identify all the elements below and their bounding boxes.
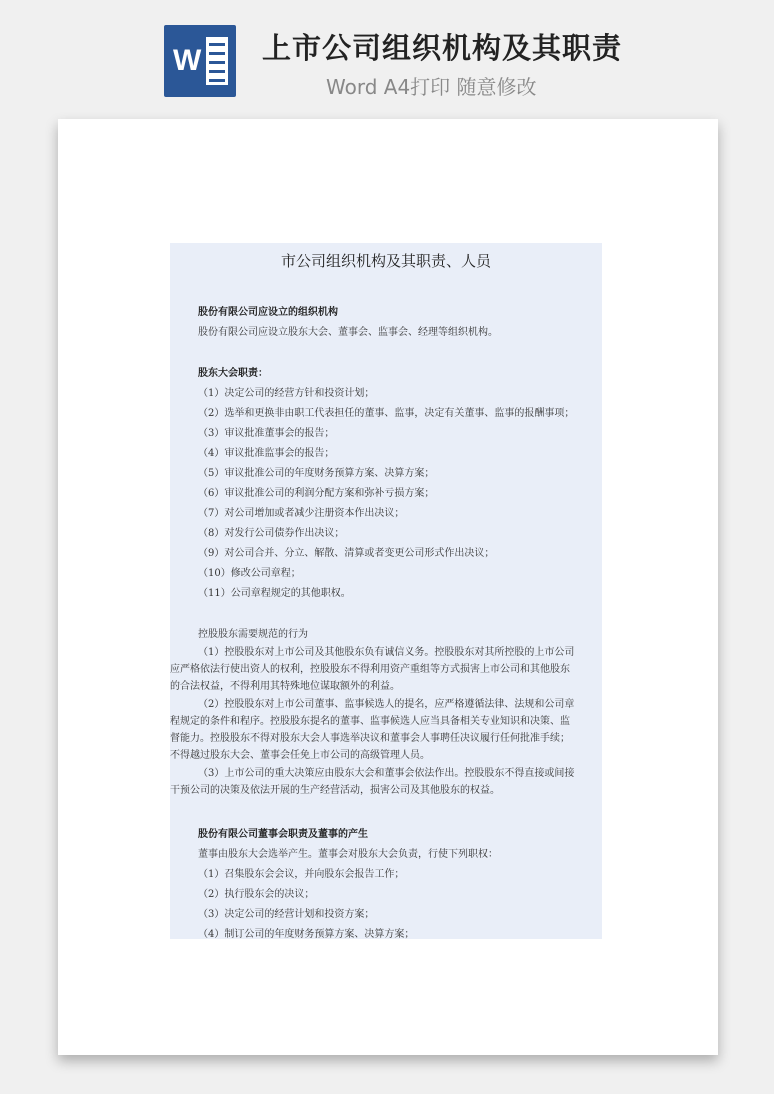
section-heading: 控股股东需要规范的行为 — [198, 629, 308, 640]
paragraph-line: （3）上市公司的重大决策应由股东大会和董事会依法作出。控股股东不得直接或间接 — [198, 768, 575, 779]
section-heading: 股份有限公司董事会职责及董事的产生 — [198, 829, 368, 840]
list-item: （2）执行股东会的决议； — [198, 889, 315, 900]
section-heading: 股东大会职责： — [198, 368, 268, 379]
paragraph-line: 督能力。控股股东不得对股东大会人事选举决议和董事会人事聘任决议履行任何批准手续； — [170, 733, 570, 744]
paragraph-line: 不得越过股东大会、董事会任免上市公司的高级管理人员。 — [170, 750, 430, 761]
list-item: （4）制订公司的年度财务预算方案、决算方案； — [198, 929, 415, 939]
page-title: 上市公司组织机构及其职责 — [262, 31, 623, 65]
word-icon — [164, 25, 236, 97]
page-lines-icon — [206, 37, 228, 85]
list-item: （2）选举和更换非由职工代表担任的董事、监事，决定有关董事、监事的报酬事项； — [198, 408, 575, 419]
list-item: （1）决定公司的经营方针和投资计划； — [198, 388, 375, 399]
list-item: （3）审议批准董事会的报告； — [198, 428, 335, 439]
list-item: （4）审议批准监事会的报告； — [198, 448, 335, 459]
paragraph-line: （2）控股股东对上市公司董事、监事候选人的提名，应严格遵循法律、法规和公司章 — [198, 699, 575, 710]
list-item: （8）对发行公司债券作出决议； — [198, 528, 345, 539]
header — [0, 0, 774, 110]
word-logo-letter: W — [173, 44, 202, 77]
list-item: （11）公司章程规定的其他职权。 — [198, 588, 351, 599]
document-image — [170, 243, 602, 939]
paragraph — [170, 765, 602, 799]
list-item: （1）召集股东会会议，并向股东会报告工作； — [198, 869, 405, 880]
paragraph — [170, 644, 602, 695]
list-item: （9）对公司合并、分立、解散、清算或者变更公司形式作出决议； — [198, 548, 495, 559]
list-item: （10）修改公司章程； — [198, 568, 301, 579]
paragraph-line: 的合法权益，不得利用其特殊地位谋取额外的利益。 — [170, 681, 400, 692]
document-title: 市公司组织机构及其职责、人员 — [280, 252, 491, 270]
paragraph-line: 干预公司的决策及依法开展的生产经营活动，损害公司及其他股东的权益。 — [170, 785, 500, 796]
list-item: （3）决定公司的经营计划和投资方案； — [198, 909, 375, 920]
paragraph — [170, 696, 602, 764]
list-item: （7）对公司增加或者减少注册资本作出决议； — [198, 508, 405, 519]
section-text: 董事由股东大会选举产生。董事会对股东大会负责，行使下列职权： — [198, 849, 498, 860]
page-subtitle: Word A4打印 随意修改 — [326, 75, 537, 99]
list-item: （6）审议批准公司的利润分配方案和弥补亏损方案； — [198, 488, 435, 499]
paragraph-line: 应严格依法行使出资人的权利，控股股东不得利用资产重组等方式损害上市公司和其他股东 — [170, 664, 570, 675]
paragraph-line: （1）控股股东对上市公司及其他股东负有诚信义务。控股股东对其所控股的上市公司 — [198, 647, 575, 658]
list-item: （5）审议批准公司的年度财务预算方案、决算方案； — [198, 468, 435, 479]
section-text: 股份有限公司应设立股东大会、董事会、监事会、经理等组织机构。 — [198, 327, 498, 338]
paragraph-line: 程规定的条件和程序。控股股东提名的董事、监事候选人应当具备相关专业知识和决策、监 — [170, 716, 570, 727]
section-heading: 股份有限公司应设立的组织机构 — [198, 307, 338, 318]
document-page — [58, 119, 718, 1055]
